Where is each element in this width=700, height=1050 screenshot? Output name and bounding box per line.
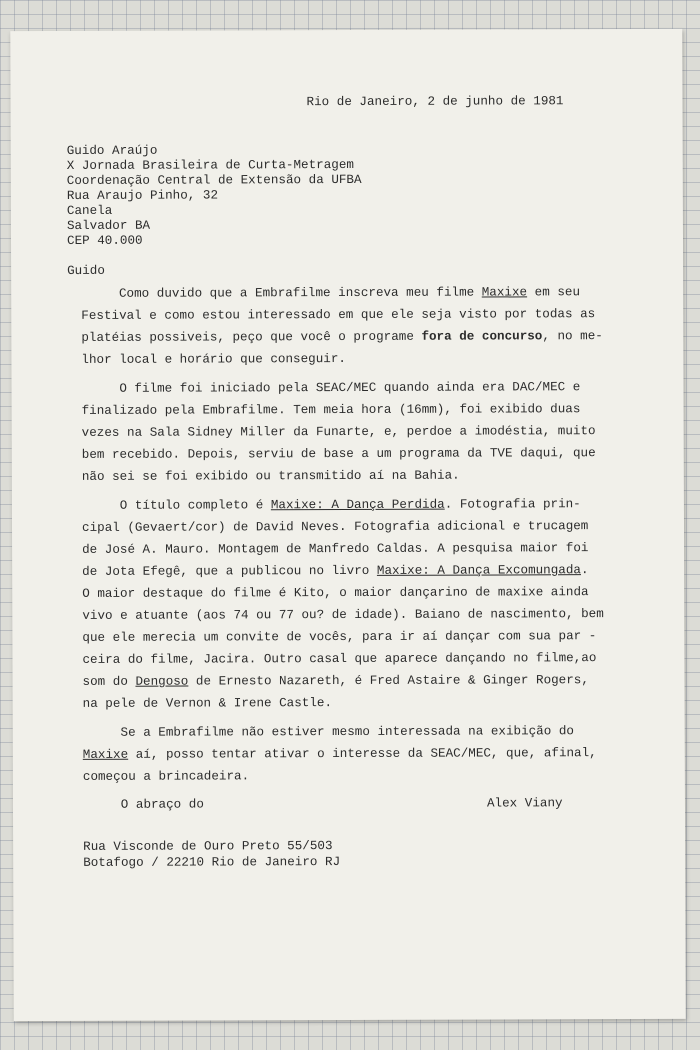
paragraph-line xyxy=(81,284,580,302)
return-address-line: Rua Visconde de Ouro Preto 55/503 xyxy=(83,839,333,854)
paragraph-line xyxy=(83,672,589,690)
text-run: de Jota Efegê, que a publicou no livro xyxy=(82,563,377,579)
paragraph-line: O maior destaque do filme é Kito, o maior dançarino de maxixe ainda xyxy=(82,585,589,601)
paragraph-line xyxy=(82,496,581,514)
text-run: aí, posso tentar ativar o interesse da SEAC/MEC, que, afinal, xyxy=(128,746,597,762)
paragraph-line: finalizado pela Embrafilme. Tem meia hora (16mm), foi exibido duas xyxy=(81,402,581,418)
paragraph-line: Se a Embrafilme não estiver mesmo interessada na exibição do xyxy=(82,724,574,740)
paragraph-line: que ele merecia um convite de vocês, para ir aí dançar com sua par - xyxy=(82,629,597,645)
paragraph-line: lhor local e horário que conseguir. xyxy=(81,352,346,367)
recipient-line: Canela xyxy=(66,203,113,218)
signature: Alex Viany xyxy=(486,796,563,811)
film-title: Maxixe: A Dança Perdida xyxy=(270,497,445,513)
film-title: Maxixe xyxy=(481,285,528,300)
paragraph-line: não sei se foi exibido ou transmitido aí na Bahia. xyxy=(81,468,460,484)
recipient-line: Rua Araujo Pinho, 32 xyxy=(66,188,219,203)
text-run: . xyxy=(580,563,589,578)
letter-date: Rio de Janeiro, 2 de junho de 1981 xyxy=(306,94,564,110)
paragraph-line: na pele de Vernon & Irene Castle. xyxy=(82,696,333,711)
paragraph-line: vivo e atuante (aos 74 ou 77 ou? de idade). Baiano de nascimento, bem xyxy=(82,607,604,623)
recipient-line: Coordenação Central de Extensão da UFBA xyxy=(66,172,362,188)
text-run: som do xyxy=(82,674,136,689)
paragraph-line: O filme foi iniciado pela SEAC/MEC quando ainda era DAC/MEC e xyxy=(81,380,581,396)
text-run: , no me- xyxy=(542,329,603,344)
paragraph-line: bem recebido. Depois, serviu de base a um programa da TVE daqui, que xyxy=(81,446,596,462)
paragraph-line xyxy=(81,328,603,346)
paragraph-line xyxy=(83,745,597,763)
salutation: Guido xyxy=(67,263,105,278)
paragraph-line: ceira do filme, Jacira. Outro casal que aparece dançando no filme,ao xyxy=(82,651,597,667)
text-run: . Fotografia prin- xyxy=(444,497,581,512)
paragraph-line: de José A. Mauro. Montagem de Manfredo Caldas. A pesquisa maior foi xyxy=(82,541,589,557)
text-run: platéias possiveis, peço que você o programe xyxy=(81,329,422,345)
book-title: Maxixe: A Dança Excomungada xyxy=(376,563,581,578)
paragraph-line: Festival e como estou interessado em que ele seja visto por todas as xyxy=(81,307,596,323)
letter-sheet xyxy=(10,29,685,1021)
paragraph-line xyxy=(82,562,588,580)
film-title: Maxixe xyxy=(82,747,129,762)
text-run: de Ernesto Nazareth, é Fred Astaire & Ginger Rogers, xyxy=(188,673,589,689)
text-run: Como duvido que a Embrafilme inscreva meu filme xyxy=(81,285,482,301)
paragraph-line: cipal (Gevaert/cor) de David Neves. Fotografia adicional e trucagem xyxy=(81,519,589,535)
recipient-name: Guido Araújo xyxy=(66,143,158,158)
recipient-line: X Jornada Brasileira de Curta-Metragem xyxy=(66,157,354,173)
closing: O abraço do xyxy=(82,797,204,812)
recipient-line: CEP 40.000 xyxy=(66,233,143,248)
return-address-line: Botafogo / 22210 Rio de Janeiro RJ xyxy=(83,855,341,870)
text-run: O título completo é xyxy=(81,498,271,513)
paragraph-line: vezes na Sala Sidney Miller da Funarte, e, perdoe a imodéstia, muito xyxy=(81,424,596,440)
paragraph-line: começou a brincadeira. xyxy=(82,769,250,784)
emphasis-text: fora de concurso xyxy=(421,329,543,344)
song-title: Dengoso xyxy=(135,674,189,689)
text-run: em seu xyxy=(527,285,581,300)
recipient-line: Salvador BA xyxy=(66,218,151,233)
